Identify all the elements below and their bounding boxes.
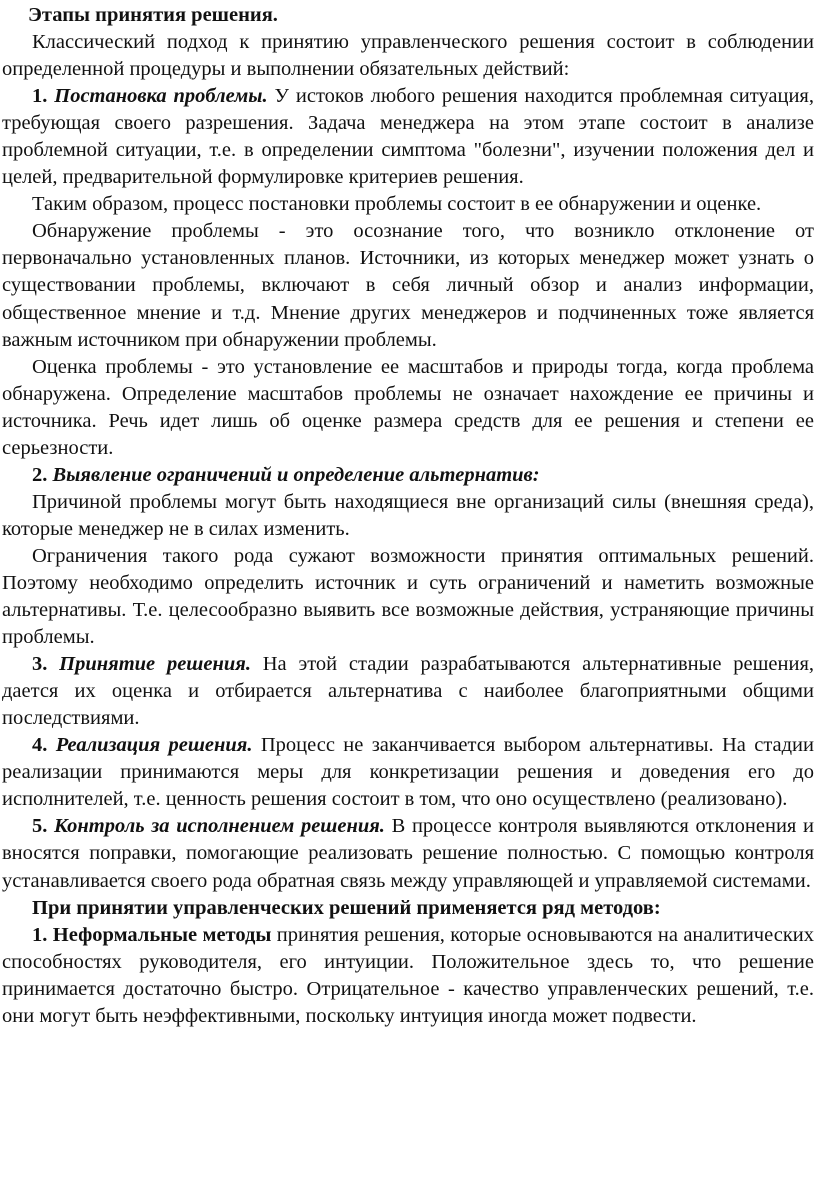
thus-paragraph: Таким образом, процесс постановки проблемы состоит в ее обнаружении и оценке. [32,193,762,216]
step-2-heading: Выявление ограничений и определение альтернатив: [52,463,540,486]
step-1-heading: Постановка проблемы. [54,85,268,108]
step-5-paragraph [2,813,814,894]
cause-paragraph: Причиной проблемы могут быть находящиеся вне организаций силы (внешняя среда), которые менеджер не в силах изменить. [2,490,814,540]
step-5-text: В процессе контроля выявляются отклонения и вносятся поправки, помогающие реализовать решение полностью. С помощью контроля устанавливается своего рода обратная связь между управляющей и управляемой системами. [2,815,814,892]
section-title-text: Этапы принятия решения. [28,4,278,26]
intro-paragraph: Классический подход к принятию управленческого решения состоит в соблюдении определенной процедуры и выполнении обязательных действий: [2,31,814,81]
step-2-paragraph [2,462,814,489]
limits-paragraph: Ограничения такого рода сужают возможности принятия оптимальных решений. Поэтому необходимо определить источник и суть ограничений и наметить возможные альтернативы. Т.е. целесообразно выявить все возможные действия, устраняющие причины проблемы. [2,544,814,649]
assessment-paragraph: Оценка проблемы - это установление ее масштабов и природы тогда, когда проблема обнаружена. Определение масштабов проблемы не означает нахождение ее причины и источника. Речь идет лишь об оценке размера средств для ее решения и степени ее серьезности. [2,355,814,459]
step-3-paragraph [2,651,814,732]
methods-heading [2,895,814,922]
step-3-heading: Принятие решения. [59,653,251,676]
method-1-paragraph [2,922,814,1030]
step-4-paragraph [2,732,814,813]
step-4-text: Процесс не заканчивается выбором альтернативы. На стадии реализации принимаются меры для конкретизации решения и доведения его до исполнителей, т.е. ценность решения состоит в том, что оно осуществлено (реализовано). [2,734,814,811]
step-4-number: 4. [32,734,48,757]
method-1-text: принятия решения, которые основываются на аналитических способностях руководителя, его интуиции. Положительное здесь то, что решение принимается достаточно быстро. Отрицательное - качество управленческих решений, т.е. они могут быть неэффективными, поскольку интуиция иногда может подвести. [2,923,814,1027]
step-5-heading: Контроль за исполнением решения. [54,815,385,838]
section-title [2,2,814,29]
step-5-number: 5. [32,815,48,838]
step-4-heading: Реализация решения. [55,734,253,757]
step-1-text: У истоков любого решения находится проблемная ситуация, требующая своего разрешения. Задача менеджера на этом этапе состоит в анализе проблемной ситуации, т.е. в определении симптома "болезни", изучении положения дел и целей, предварительной формулировке критериев решения. [2,85,814,189]
methods-heading-text: При принятии управленческих решений применяется ряд методов: [32,896,661,919]
method-1-lead: 1. Неформальные методы [32,923,272,946]
step-1-paragraph [2,83,814,191]
step-2-number: 2. [32,463,48,486]
step-3-text: На этой стадии разрабатываются альтернативные решения, дается их оценка и отбирается альтернатива с наиболее благоприятными общими последствиями. [2,653,815,730]
step-1-number: 1. [32,85,48,108]
detection-paragraph: Обнаружение проблемы - это осознание того, что возникло отклонение от первоначально установленных планов. Источники, из которых менеджер может узнать о существовании проблемы, включают в себя личный обзор и анализ информации, общественное мнение и т.д. Мнение других менеджеров и подчиненных тоже является важным источником при обнаружении проблемы. [2,220,814,351]
step-3-number: 3. [32,653,48,676]
